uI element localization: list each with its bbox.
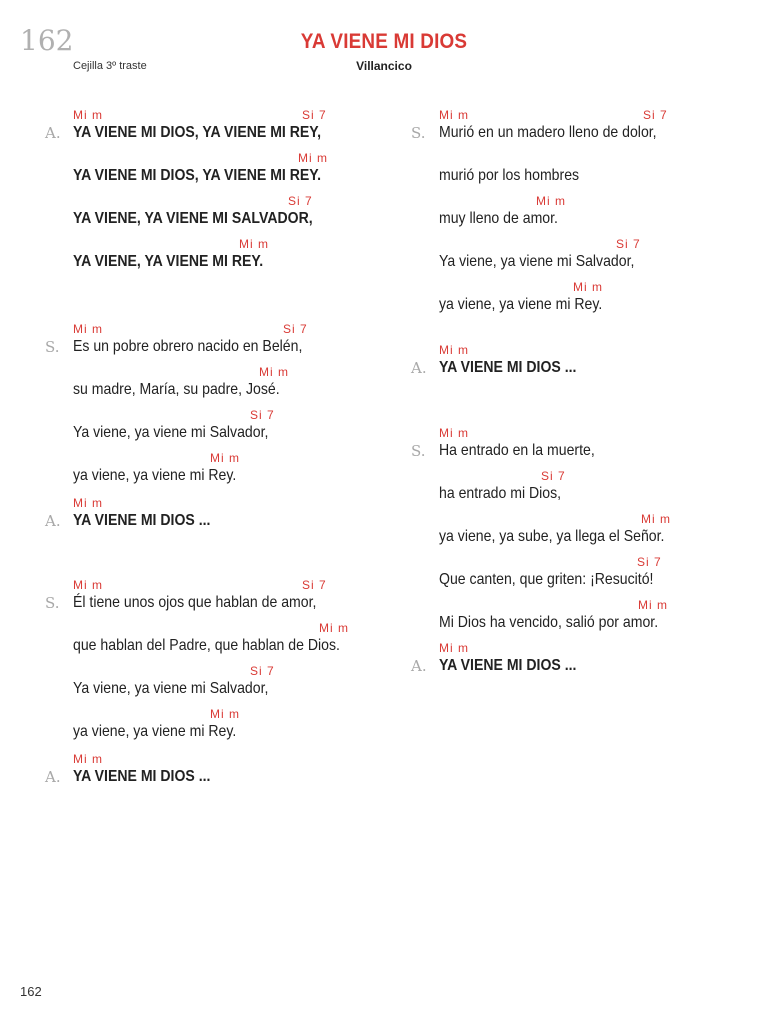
lyric-text: YA VIENE MI DIOS ... [73,512,211,529]
chord-label: Si 7 [250,664,275,678]
chord-label: Mi m [573,280,603,294]
lyric-text: YA VIENE MI DIOS, YA VIENE MI REY. [73,167,322,184]
chord-label: Mi m [73,108,103,122]
lyric-text: ya viene, ya viene mi Rey. [73,723,237,740]
lyric-text: Que canten, que griten: ¡Resucitó! [439,571,654,588]
lyric-text: murió por los hombres [439,167,580,184]
soloist-marker: S. [45,594,60,612]
chord-label: Si 7 [250,408,275,422]
chord-label: Si 7 [643,108,668,122]
lyric-line [439,194,739,237]
lyric-text: Ya viene, ya viene mi Salvador, [439,253,635,270]
assembly-marker: A. [45,124,61,142]
verse-stanza [45,322,373,494]
lyric-line [439,426,739,469]
lyric-text: Es un pobre obrero nacido en Belén, [73,338,303,355]
refrain-stanza [411,343,739,386]
lyric-line [439,469,739,512]
lyric-text: Ya viene, ya viene mi Salvador, [73,680,269,697]
lyric-line [439,641,739,684]
lyric-line [73,752,373,795]
lyric-line [73,496,373,539]
lyric-line [439,151,739,194]
page-number-bottom: 162 [20,984,42,999]
lyric-line [73,151,373,194]
lyric-text: YA VIENE MI DIOS ... [439,657,577,674]
lyric-line [73,707,373,750]
assembly-marker: A. [45,768,61,786]
lyric-line [73,451,373,494]
lyric-line [73,621,373,664]
chord-label: Si 7 [288,194,313,208]
lyric-line [439,598,739,641]
chord-label: Mi m [210,707,240,721]
lyric-line [439,343,739,386]
lyric-text: YA VIENE, YA VIENE MI REY. [73,253,264,270]
assembly-marker: A. [411,359,427,377]
left-column [45,108,373,795]
assembly-marker: A. [45,512,61,530]
chord-label: Mi m [73,496,103,510]
lyric-text: Ya viene, ya viene mi Salvador, [73,424,269,441]
verse-stanza [45,578,373,750]
song-genre: Villancico [356,59,412,73]
chord-label: Mi m [641,512,671,526]
assembly-marker: A. [411,657,427,675]
soloist-marker: S. [411,124,426,142]
lyric-line [439,555,739,598]
lyric-line [73,578,373,621]
lyric-line [73,108,373,151]
chord-label: Mi m [259,365,289,379]
chord-label: Mi m [536,194,566,208]
lyric-text: ha entrado mi Dios, [439,485,562,502]
lyric-text: ya viene, ya viene mi Rey. [439,296,603,313]
chord-label: Si 7 [283,322,308,336]
refrain-stanza [45,496,373,539]
chord-label: Mi m [298,151,328,165]
refrain-stanza [411,641,739,684]
lyric-text: muy lleno de amor. [439,210,558,227]
chord-label: Mi m [439,108,469,122]
chord-label: Mi m [439,343,469,357]
lyric-line [73,194,373,237]
lyric-text: su madre, María, su padre, José. [73,381,280,398]
lyric-line [439,512,739,555]
lyric-text: YA VIENE MI DIOS ... [73,768,211,785]
chorus-stanza [45,108,373,280]
chord-label: Si 7 [302,108,327,122]
lyric-text: Ha entrado en la muerte, [439,442,595,459]
capo-note: Cejilla 3º traste [73,60,147,72]
lyric-text: ya viene, ya sube, ya llega el Señor. [439,528,665,545]
verse-stanza [411,426,739,641]
chord-label: Si 7 [616,237,641,251]
right-column [411,108,739,684]
chord-label: Mi m [319,621,349,635]
chord-label: Mi m [439,426,469,440]
refrain-stanza [45,752,373,795]
chord-label: Mi m [73,578,103,592]
chord-label: Si 7 [302,578,327,592]
lyric-text: YA VIENE MI DIOS, YA VIENE MI REY, [73,124,322,141]
soloist-marker: S. [411,442,426,460]
lyric-text: YA VIENE, YA VIENE MI SALVADOR, [73,210,313,227]
chord-label: Mi m [239,237,269,251]
lyric-text: ya viene, ya viene mi Rey. [73,467,237,484]
chord-label: Mi m [638,598,668,612]
lyric-line [439,237,739,280]
song-title: YA VIENE MI DIOS [300,30,468,53]
lyric-text: Murió en un madero lleno de dolor, [439,124,657,141]
chord-label: Si 7 [541,469,566,483]
verse-stanza [411,108,739,323]
soloist-marker: S. [45,338,60,356]
lyric-text: Él tiene unos ojos que hablan de amor, [73,594,317,611]
chord-label: Mi m [73,752,103,766]
chord-label: Mi m [439,641,469,655]
lyric-line [73,322,373,365]
chord-label: Mi m [73,322,103,336]
lyric-text: Mi Dios ha vencido, salió por amor. [439,614,659,631]
lyric-line [73,408,373,451]
chord-label: Mi m [210,451,240,465]
lyric-line [439,108,739,151]
page-number-top: 162 [20,24,74,57]
lyric-text: que hablan del Padre, que hablan de Dios. [73,637,340,654]
lyric-line [73,365,373,408]
lyric-text: YA VIENE MI DIOS ... [439,359,577,376]
lyric-line [439,280,739,323]
lyric-line [73,664,373,707]
lyric-line [73,237,373,280]
chord-label: Si 7 [637,555,662,569]
